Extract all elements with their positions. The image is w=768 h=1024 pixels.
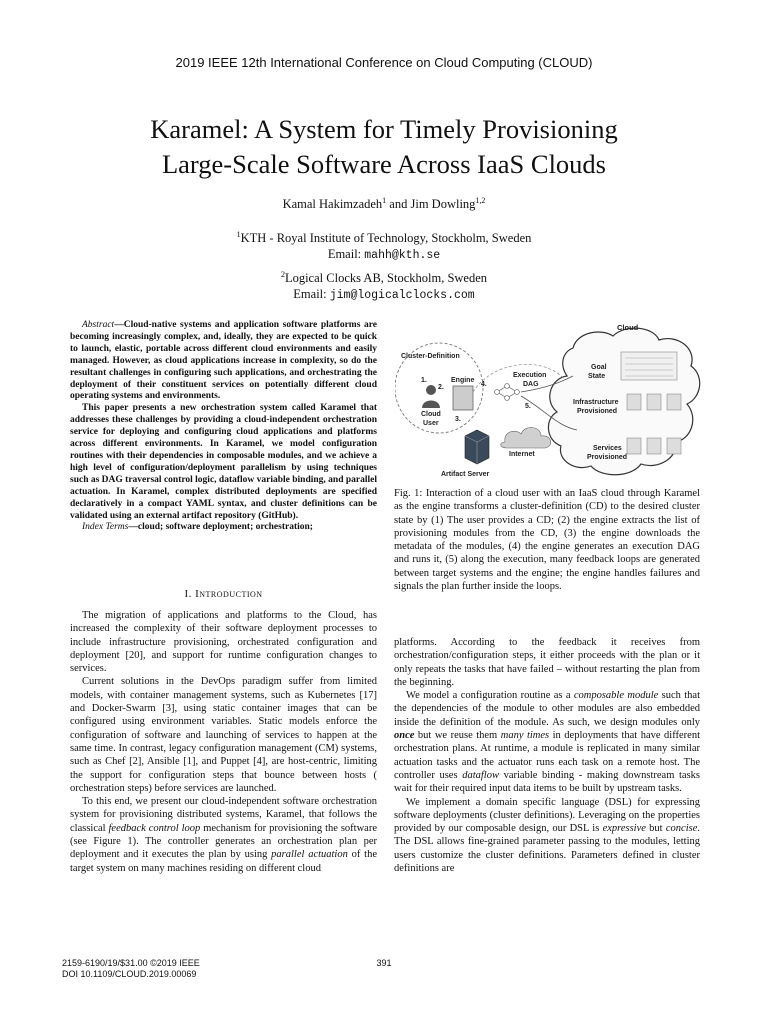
affiliation-1-sup: 1: [236, 230, 241, 239]
step-4-label: 4.: [481, 381, 487, 388]
index-terms-label: Index Terms: [82, 522, 129, 533]
author-2: Jim Dowling: [410, 197, 476, 212]
goal-state-label-2: State: [588, 373, 606, 380]
index-terms: [70, 522, 377, 534]
affiliation-1-name: KTH - Royal Institute of Technology, Stockholm, Sweden: [240, 231, 532, 246]
intro-paragraph-2: Current solutions in the DevOps paradigm suffer from limited models, with container management systems, such as Kubernetes [17] and Docker-Swarm [3], using static container images that can be configured using environment variables. Static models enforce the configuration of software and launching of services to happen at the same time. In contrast, legacy configuration management (CM) systems, such as Chef [2], Ansible [1], and Puppet [4], are host-centric, limiting the support for configuration steps that bounce between hosts ( orchestration steps) before services are launched.: [70, 676, 377, 794]
author-1-sup: 1: [382, 196, 387, 205]
internet-cloud-icon: [501, 427, 551, 448]
step-5-label: 5.: [525, 403, 531, 410]
figure-1-caption: Fig. 1: Interaction of a cloud user with an IaaS cloud through Karamel as the engine transforms a cluster-definition (CD) to the desired cluster state by (1) The user provides a CD; (2) the engine extracts the list of provisioning modules from the CD, (3) the engine downloads the metadata of the modules, (4) the engine generates an execution DAG and runs it, (5) along the execution, many feedback loops are generated between target systems and the engine; the engine handles failures and signals the plan further inside the loops.: [394, 488, 700, 593]
step-1-label: 1.: [421, 377, 427, 384]
paper-title: [40, 112, 728, 182]
infrastructure-label-1: Infrastructure: [573, 399, 619, 406]
intro-paragraph-3: [70, 795, 377, 875]
abstract-paragraph-1: [70, 320, 377, 403]
abstract: [70, 320, 377, 534]
right-p2-em4: dataflow: [462, 769, 499, 781]
step-3-label: 3.: [455, 416, 461, 423]
footer-issn: 2159-6190/19/$31.00 ©2019 IEEE: [62, 958, 200, 968]
affiliation-2-sup: 2: [280, 270, 285, 279]
intro-p3-c: of the target system on many machines residing on different cloud: [70, 849, 378, 874]
right-p2-b: such that the dependencies of the module to other modules are also embedded inside the definition of the module. As such, we design modules only: [394, 690, 700, 728]
dag-graph: [495, 384, 520, 401]
intro-p3-em1: feedback control loop: [108, 822, 201, 834]
intro-paragraph-1: The migration of applications and platforms to the Cloud, has increased the complexity of their software deployment processes to include infrastructure provisioning, orchestrated configuration and deployment [20], and support for runtime configuration changes to services.: [70, 610, 377, 675]
abstract-paragraph-2: This paper presents a new orchestration system called Karamel that addresses these challenges by providing a cloud-independent orchestration service for deploying and configuring cloud applications and platforms across different environments. In Karamel, we model configuration routines with their dependencies in composable modules, and we achieve a high level of configuration/deployment parallelism by using techniques such as DAG traversal control logic, dataflow variable binding, and parallel actuation. In Karamel, complex distributed deployments are specified declaratively in a compact YAML syntax, and cluster definitions can be validated using an external artifact repository (GitHub).: [70, 403, 378, 521]
cloud-user-label-2: User: [423, 420, 439, 427]
page-number: 391: [376, 958, 392, 968]
affiliation-2-name: Logical Clocks AB, Stockholm, Sweden: [284, 271, 488, 286]
intro-p3-a: To this end, we present our cloud-independent software orchestration system for provisioning distributed systems, Karamel, that follows the classical: [70, 796, 377, 834]
figure-1-diagram: [395, 318, 705, 482]
cloud-user-label-1: Cloud: [421, 411, 441, 418]
right-paragraph-1: platforms. According to the feedback it receives from orchestration/configuration steps, it either proceeds with the plan or it only repeats the tasks that have failed – without restarting the plan from the beginning.: [394, 637, 700, 688]
right-p2-c: but we reuse them: [414, 730, 501, 742]
index-terms-text: —cloud; software deployment; orchestration;: [128, 522, 313, 533]
right-paragraph-3: [394, 796, 700, 876]
right-p2-d: in deployments that have different orchestration plans. At runtime, a module is replicated in many similar actuation tasks and the actuator runs each task on a remote host. The controller uses: [394, 730, 700, 781]
execution-dag-label-1: Execution: [513, 372, 547, 379]
title-line-1: Karamel: A System for Timely Provisioning: [150, 114, 618, 144]
right-p2-e: variable binding - making downstream tasks wait for their required input data items to be built by upstream tasks.: [394, 769, 700, 795]
right-column-text: [394, 636, 700, 875]
affiliation-2: [0, 267, 768, 304]
step-2-label: 2.: [438, 384, 444, 391]
conference-header: 2019 IEEE 12th International Conference on Cloud Computing (CLOUD): [175, 55, 593, 70]
authors-and: and: [386, 197, 411, 212]
section-heading-introduction: [70, 588, 377, 600]
authors: [0, 196, 768, 212]
right-p2-em2: once: [394, 730, 415, 742]
goal-state-label-1: Goal: [591, 364, 607, 371]
services-label-1: Services: [593, 445, 622, 452]
abstract-text-1: —Cloud-native systems and application software platforms are becoming increasingly complex, and, ideally, they are expected to be quick to launch, elastic, portable across different cloud environments and easily managed. However, as cloud applications increase in complexity, so do the resultant challenges in configuring such applications, and orchestrating the deployment of their constituent services on potentially different cloud operating systems and environments.: [70, 320, 377, 402]
internet-label: Internet: [509, 451, 535, 458]
execution-dag-label-2: DAG: [523, 381, 539, 388]
infrastructure-label-2: Provisioned: [577, 408, 618, 415]
section-number: I.: [184, 588, 192, 600]
artifact-server-icon: [465, 430, 489, 464]
affiliation-2-email-label: Email:: [293, 287, 330, 302]
affiliation-1-email-label: Email:: [327, 247, 365, 262]
right-p2-em1: composable module: [573, 690, 659, 702]
footer-doi[interactable]: DOI 10.1109/CLOUD.2019.00069: [62, 969, 197, 979]
introduction-text: [70, 609, 377, 875]
section-title: Introduction: [195, 588, 263, 600]
right-paragraph-2: [394, 689, 700, 795]
cluster-definition-label: Cluster-Definition: [401, 353, 460, 360]
right-p3-em2: concise: [665, 823, 698, 835]
affiliation-1: [0, 227, 768, 264]
title-line-2: Large-Scale Software Across IaaS Clouds: [161, 149, 606, 179]
services-label-2: Provisioned: [587, 454, 628, 461]
affiliation-1-email[interactable]: mahh@kth.se: [364, 249, 441, 263]
cloud-label: Cloud: [617, 323, 639, 332]
engine-box: [453, 386, 473, 410]
abstract-label: Abstract: [82, 320, 115, 330]
engine-label: Engine: [451, 377, 475, 384]
intro-p3-b: mechanism for provisioning the software (see Figure 1). The controller generates an orchestration plan per deployment and it executes the plan by using: [70, 822, 377, 861]
right-p3-c: . The DSL allows fine-grained parameter passing to the modules, letting users customize the cluster definitions. Parameters defined in cluster definitions are: [394, 823, 700, 875]
right-p2-em3: many times: [500, 730, 550, 742]
author-1: Kamal Hakimzadeh: [282, 197, 383, 212]
right-p3-em1: expressive: [602, 823, 646, 835]
right-p3-a: We implement a domain specific language (DSL) for expressing software deployments (cluster definitions). Leveraging on the properties provided by our composable design, our DSL is: [394, 796, 700, 835]
right-p3-b: but: [645, 823, 666, 835]
intro-p3-em2: parallel actuation: [271, 849, 348, 861]
affiliation-2-email[interactable]: jim@logicalclocks.com: [329, 289, 475, 303]
artifact-server-label: Artifact Server: [441, 471, 490, 478]
right-p2-a: We model a configuration routine as a: [406, 690, 574, 702]
author-2-sup: 1,2: [475, 196, 486, 205]
